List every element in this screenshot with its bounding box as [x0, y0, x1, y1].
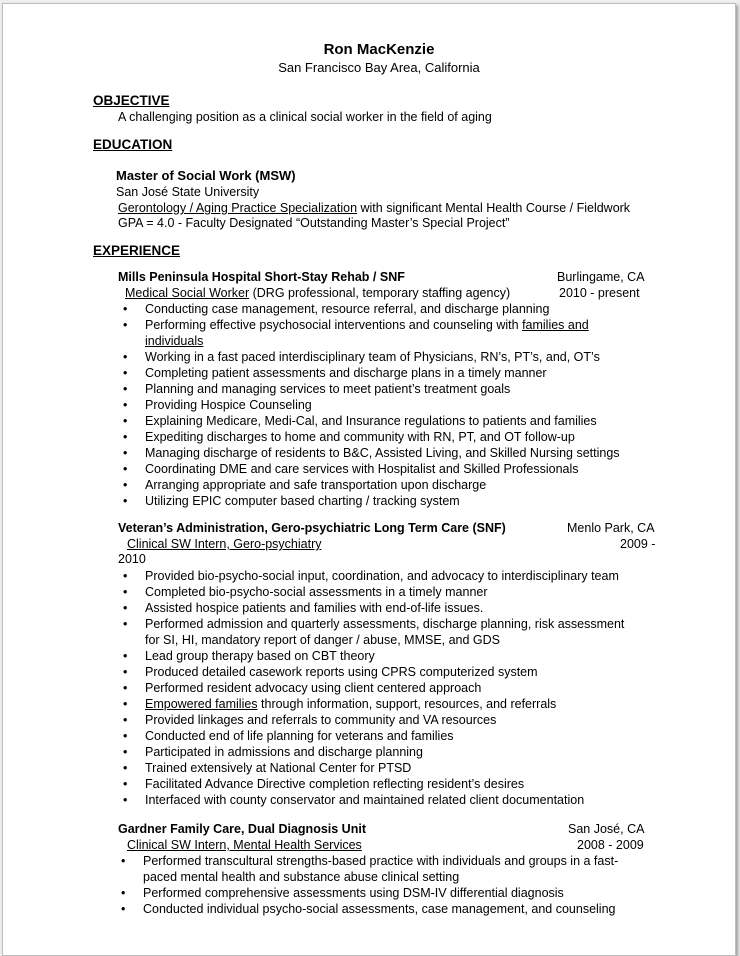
job-3-employer: Gardner Family Care, Dual Diagnosis Unit [118, 822, 366, 836]
job-2-employer: Veteran’s Administration, Gero-psychiatric Long Term Care (SNF) [118, 521, 506, 535]
list-item: • Performing effective psychosocial interventions and counseling with families and individuals [118, 317, 620, 349]
candidate-location: San Francisco Bay Area, California [278, 60, 480, 75]
list-item: • Interfaced with county conservator and maintained related client documentation [118, 792, 624, 808]
job-2-location: Menlo Park, CA [567, 521, 655, 535]
list-item: • Conducted end of life planning for veterans and families [118, 728, 624, 744]
list-item: • Performed admission and quarterly assessments, discharge planning, risk assessment for SI, HI, mandatory report of danger / abuse, MMSE, and GDS [118, 616, 624, 648]
candidate-name: Ron MacKenzie [323, 41, 435, 58]
list-item: • Trained extensively at National Center for PTSD [118, 760, 624, 776]
list-item: • Lead group therapy based on CBT theory [118, 648, 624, 664]
experience-heading: EXPERIENCE [93, 243, 181, 258]
job-2-role: Clinical SW Intern, Gero-psychiatry [127, 537, 322, 551]
education-heading: EDUCATION [93, 137, 173, 152]
school-name: San José State University [116, 185, 260, 199]
list-item: • Provided linkages and referrals to community and VA resources [118, 712, 624, 728]
job-3-location: San José, CA [568, 822, 645, 836]
list-item: • Planning and managing services to meet patient’s treatment goals [118, 381, 620, 397]
list-item: • Coordinating DME and care services with Hospitalist and Skilled Professionals [118, 461, 620, 477]
list-item: • Empowered families through information, support, resources, and referrals [118, 696, 624, 712]
list-item: • Provided bio-psycho-social input, coordination, and advocacy to interdisciplinary team [118, 568, 624, 584]
job-2-dates: 2009 - [620, 537, 656, 551]
list-item: • Arranging appropriate and safe transportation upon discharge [118, 477, 620, 493]
list-item: • Conducting case management, resource referral, and discharge planning [118, 301, 620, 317]
job-3-dates: 2008 - 2009 [577, 838, 644, 852]
degree-title: Master of Social Work (MSW) [116, 168, 296, 183]
job-3-bullets [116, 853, 618, 917]
job-3-role: Clinical SW Intern, Mental Health Services [127, 838, 362, 852]
list-item: • Produced detailed casework reports using CPRS computerized system [118, 664, 624, 680]
concentration-link-text: Gerontology / Aging Practice Specialization [118, 201, 358, 215]
list-item: • Performed transcultural strengths-based practice with individuals and groups in a fast- paced mental health and substance abuse clinical setting [116, 853, 618, 885]
list-item: • Providing Hospice Counseling [118, 397, 620, 413]
job-1-employer: Mills Peninsula Hospital Short-Stay Rehab / SNF [118, 270, 405, 284]
list-item: • Managing discharge of residents to B&C, Assisted Living, and Skilled Nursing settings [118, 445, 620, 461]
resume-page [2, 3, 736, 956]
objective-text: A challenging position as a clinical social worker in the field of aging [118, 110, 492, 124]
list-item: • Expediting discharges to home and community with RN, PT, and OT follow-up [118, 429, 620, 445]
job-2-bullets [118, 568, 624, 808]
gpa-line: GPA = 4.0 - Faculty Designated “Outstanding Master’s Special Project” [118, 216, 510, 230]
list-item: • Performed comprehensive assessments using DSM-IV differential diagnosis [116, 885, 618, 901]
list-item: • Working in a fast paced interdisciplinary team of Physicians, RN’s, PT’s, and, OT’s [118, 349, 620, 365]
list-item: • Completing patient assessments and discharge plans in a timely manner [118, 365, 620, 381]
list-item: • Participated in admissions and discharge planning [118, 744, 624, 760]
list-item: • Assisted hospice patients and families with end-of-life issues. [118, 600, 624, 616]
job-1-role-line: Medical Social Worker (DRG professional, temporary staffing agency) [125, 286, 511, 300]
job-1-location: Burlingame, CA [557, 270, 645, 284]
job-2-dates-cont: 2010 [118, 552, 146, 566]
list-item: • Utilizing EPIC computer based charting / tracking system [118, 493, 620, 509]
list-item: • Explaining Medicare, Medi-Cal, and Insurance regulations to patients and families [118, 413, 620, 429]
list-item: • Performed resident advocacy using client centered approach [118, 680, 624, 696]
job-1-bullets [118, 301, 620, 509]
list-item: • Conducted individual psycho-social assessments, case management, and counseling [116, 901, 618, 917]
job-1-dates: 2010 - present [559, 286, 640, 300]
list-item: • Facilitated Advance Directive completion reflecting resident’s desires [118, 776, 624, 792]
list-item: • Completed bio-psycho-social assessments in a timely manner [118, 584, 624, 600]
concentration: Gerontology / Aging Practice Specialization with significant Mental Health Course / Fieldwork [118, 201, 631, 215]
objective-heading: OBJECTIVE [93, 93, 170, 108]
